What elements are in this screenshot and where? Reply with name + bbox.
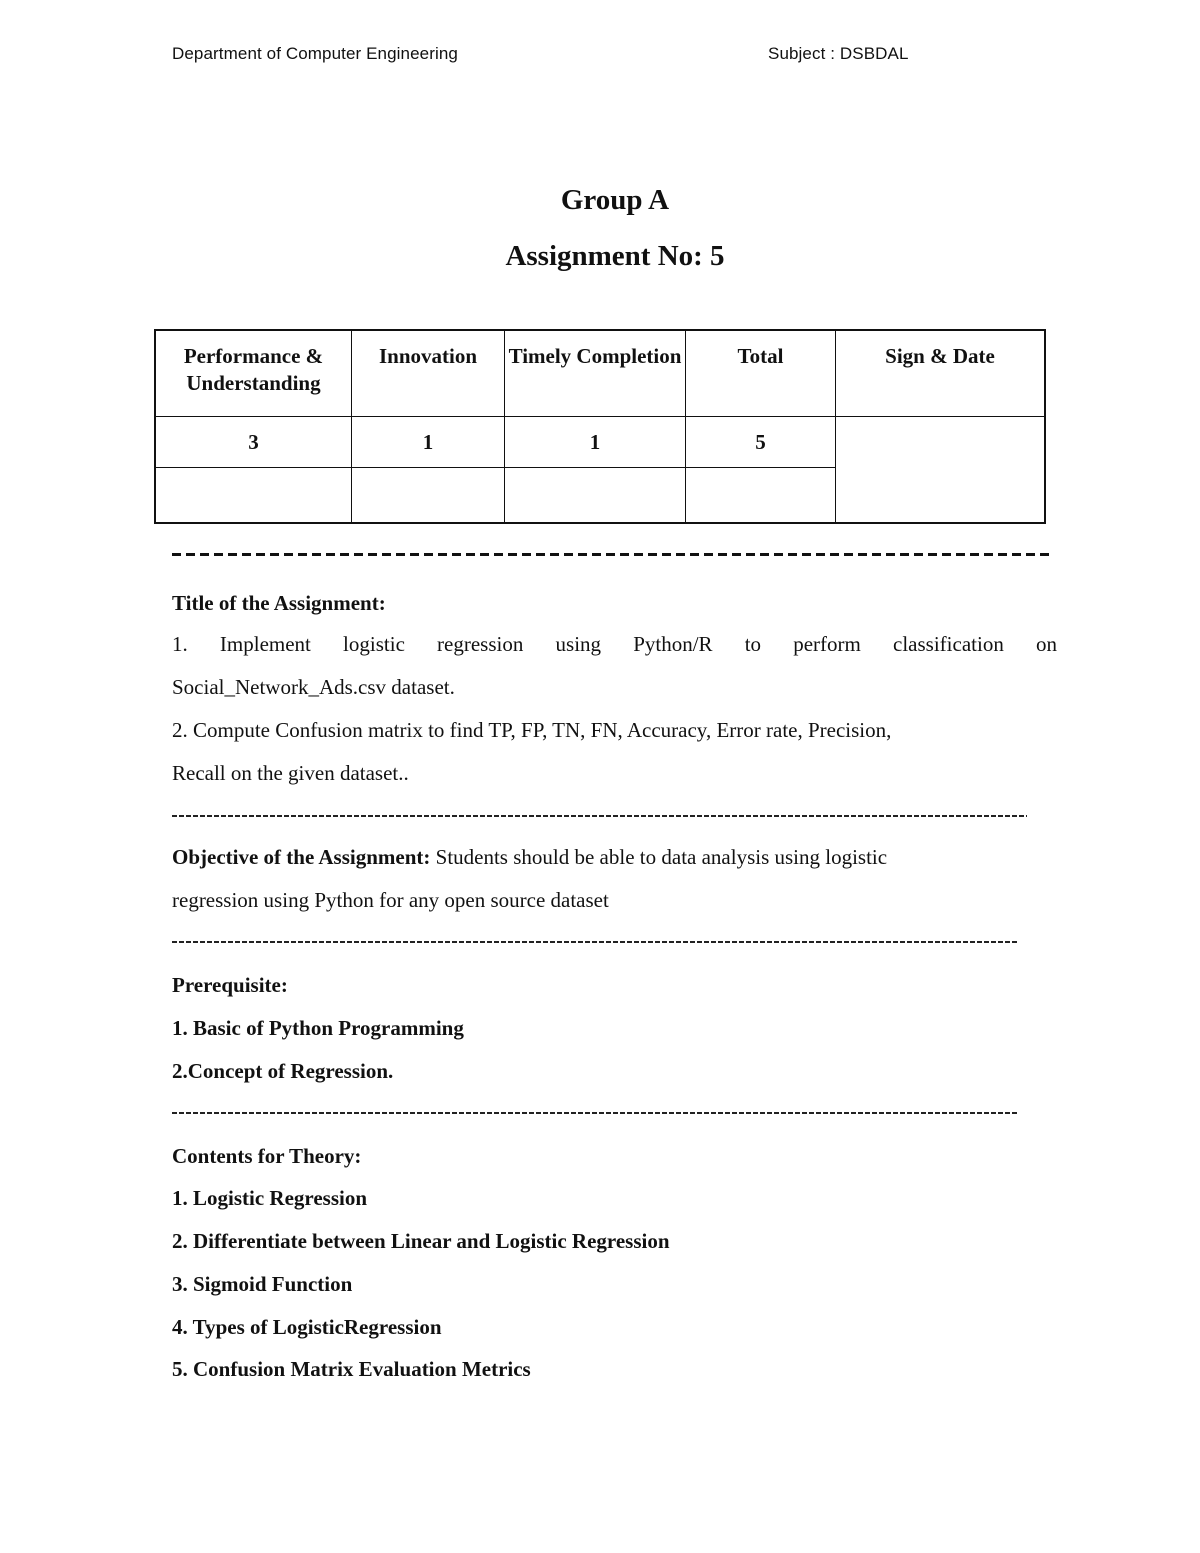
theory-item: 5. Confusion Matrix Evaluation Metrics [172,1357,531,1381]
objective-line-2: regression using Python for any open source dataset [172,888,609,912]
obtained-marks-timely-completion [505,468,686,524]
assignment-number-title: Assignment No: 5 [505,240,725,272]
obtained-marks-performance [155,468,352,524]
max-marks-row [155,417,1045,468]
assignment-item-1-line-2: Social_Network_Ads.csv dataset. [172,675,455,699]
obtained-marks-total [686,468,836,524]
assignment-item-2-line-2: Recall on the given dataset.. [172,761,409,785]
column-header-sign-date: Sign & Date [836,330,1046,417]
column-header-total: Total [686,330,836,417]
department-header: Department of Computer Engineering [172,44,458,63]
prerequisite-item: 2.Concept of Regression. [172,1059,394,1083]
theory-heading: Contents for Theory: [172,1144,362,1168]
column-header-timely-completion: Timely Completion [505,330,686,417]
group-title: Group A [560,184,670,216]
subject-header: Subject : DSBDAL [768,44,909,63]
objective-line-1 [172,845,887,870]
max-marks-innovation: 1 [352,417,505,468]
obtained-marks-innovation [352,468,505,524]
max-marks-timely-completion: 1 [505,417,686,468]
max-marks-total: 5 [686,417,836,468]
section-divider [172,941,1018,943]
theory-item: 1. Logistic Regression [172,1186,368,1210]
theory-item: 3. Sigmoid Function [172,1272,353,1296]
column-header-performance: Performance & Understanding [155,330,352,417]
column-header-innovation: Innovation [352,330,505,417]
marks-table [154,329,1046,524]
section-divider [172,815,1027,817]
prerequisite-item: 1. Basic of Python Programming [172,1016,464,1040]
assignment-item-2-line-1: 2. Compute Confusion matrix to find TP, FP, TN, FN, Accuracy, Error rate, Precision, [172,718,892,742]
theory-item: 2. Differentiate between Linear and Logistic Regression [172,1229,670,1253]
section-divider [172,553,1050,556]
objective-label: Objective of the Assignment: [172,845,431,869]
assignment-title-heading: Title of the Assignment: [172,591,386,615]
assignment-item-1-line-1: 1. Implement logistic regression using Python/R to perform classification on [172,632,1057,656]
objective-text: Students should be able to data analysis using logistic [430,845,888,869]
theory-item: 4. Types of LogisticRegression [172,1315,442,1339]
prerequisite-heading: Prerequisite: [172,973,288,997]
section-divider [172,1112,1018,1114]
marks-table-header-row [155,330,1045,417]
max-marks-performance: 3 [155,417,352,468]
sign-date-cell [836,417,1046,524]
